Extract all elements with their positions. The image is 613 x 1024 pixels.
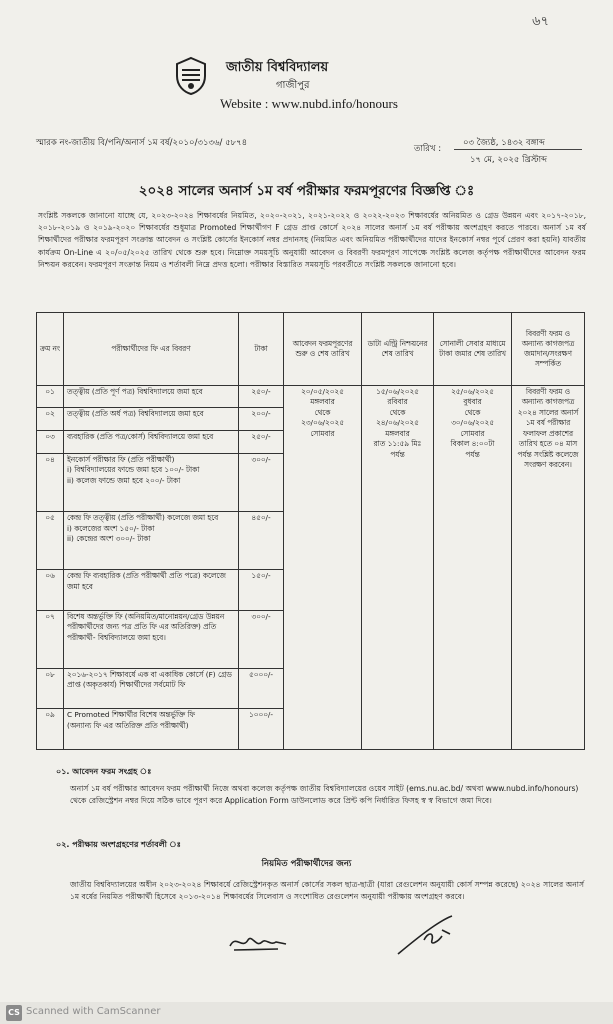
university-city: গাজীপুর bbox=[276, 80, 310, 91]
university-logo-icon bbox=[174, 56, 208, 96]
row-serial: ০৬ bbox=[37, 570, 64, 610]
row-fee: ৪৫০/- bbox=[239, 512, 284, 570]
row-fee: ২০০/- bbox=[239, 408, 284, 431]
row-serial: ০৩ bbox=[37, 431, 64, 454]
header-payment-dates: সোনালী সেবার মাধ্যমে টাকা জমার শেষ তারিখ bbox=[434, 313, 512, 386]
row-description: কেন্দ্র ফি ব্যবহারিক (প্রতি পরীক্ষার্থী প্রতি পত্রে) কলেজে জমা হবে bbox=[64, 570, 239, 610]
row-description: ২০১৬-২০১৭ শিক্ষাবর্ষে এক বা একাধিক কোর্সে (F) গ্রেড প্রাপ্ত (অকৃতকার্য) শিক্ষার্থীদের সর্বমোট ফি bbox=[64, 668, 239, 708]
application-dates-cell: ২০/০৫/২০২৫ মঙ্গলবার থেকে ২৩/০৬/২০২৫ সোমবার bbox=[284, 385, 362, 749]
payment-dates-cell: ২৫/০৬/২০২৫ বুধবার থেকে ৩০/০৬/২০২৫ সোমবার বিকাল ৪:০০টা পর্যন্ত bbox=[434, 385, 512, 749]
row-fee: ৩০০/- bbox=[239, 610, 284, 668]
header-data-entry-dates: ডাটা এন্ট্রি নিশ্চয়নের শেষ তারিখ bbox=[362, 313, 434, 386]
scanner-watermark bbox=[0, 1002, 613, 1024]
row-serial: ০৮ bbox=[37, 668, 64, 708]
row-serial: ০৪ bbox=[37, 453, 64, 511]
row-description: তত্ত্বীয় (প্রতি পূর্ণ পত্র) বিশ্ববিদ্যালয়ে জমা হবে bbox=[64, 385, 239, 408]
university-website: Website : www.nubd.info/honours bbox=[220, 96, 398, 111]
row-fee: ৩০০/- bbox=[239, 453, 284, 511]
header-fee-description: পরীক্ষার্থীদের ফি এর বিবরণ bbox=[64, 313, 239, 386]
camscanner-logo-icon: CS bbox=[6, 1005, 22, 1021]
memo-number: স্মারক নং-জাতীয় বি/পনি/অনার্স ১ম বর্ষ/২০১০/৩১৩৬/ ৫৮৭৪ bbox=[36, 138, 248, 148]
page-number: ৬৭ bbox=[532, 14, 549, 29]
row-description: ব্যবহারিক (প্রতি পত্র/কোর্স) বিশ্ববিদ্যালয়ে জমা হবে bbox=[64, 431, 239, 454]
row-serial: ০৫ bbox=[37, 512, 64, 570]
row-serial: ০২ bbox=[37, 408, 64, 431]
fee-schedule-table bbox=[36, 312, 585, 750]
signature-left-icon bbox=[226, 928, 296, 954]
row-serial: ০১ bbox=[37, 385, 64, 408]
row-serial: ০৯ bbox=[37, 709, 64, 750]
table-header-row bbox=[37, 313, 585, 386]
data-entry-dates-cell: ১৫/০৬/২০২৫ রবিবার থেকে ২৪/০৬/২০২৫ মঙ্গলবার রাত ১১:৫৯ মিঃ পর্যন্ত bbox=[362, 385, 434, 749]
row-description: ইনকোর্স পরীক্ষার ফি (প্রতি পরীক্ষার্থী) i) বিশ্ববিদ্যালয়ের ফান্ডে জমা হবে ১০০/- টাকা ii) কলেজ ফান্ডে জমা হবে ২০০/- টাকা bbox=[64, 453, 239, 511]
date-label: তারিখ : bbox=[414, 144, 442, 154]
section2-heading: ০২. পরীক্ষায় অংশগ্রহণের শর্তাবলী ঃ bbox=[56, 840, 181, 849]
section2-subheading: নিয়মিত পরীক্ষার্থীদের জন্য bbox=[261, 859, 352, 869]
date-english: ১৭ মে, ২০২৫ খ্রিস্টাব্দ bbox=[470, 155, 548, 165]
row-serial: ০৭ bbox=[37, 610, 64, 668]
date-bangla: ০৩ জ্যৈষ্ঠ, ১৪৩২ বঙ্গাব্দ bbox=[463, 138, 545, 148]
notice-title: ২০২৪ সালের অনার্স ১ম বর্ষ পরীক্ষার ফরমপূরণের বিজ্ঞপ্তি ঃ bbox=[138, 183, 475, 199]
row-description: তত্ত্বীয় (প্রতি অর্ধ পত্র) বিশ্ববিদ্যালয়ে জমা হবে bbox=[64, 408, 239, 431]
row-description: C Promoted শিক্ষার্থীর বিশেষ অন্তর্ভুক্তি ফি (অন্যান্য ফি এর অতিরিক্ত প্রতি পরীক্ষার্থী) bbox=[64, 709, 239, 750]
header-document-submission: বিবরণী ফরম ও অন্যান্য কাগজপত্র জমাদান/সংরক্ষণ সম্পর্কিত bbox=[512, 313, 585, 386]
header-amount: টাকা bbox=[239, 313, 284, 386]
row-fee: ২৫০/- bbox=[239, 431, 284, 454]
row-description: কেন্দ্র ফি তত্ত্বীয় (প্রতি পরীক্ষার্থী) কলেজে জমা হবে i) কলেজের অংশ ১৫০/- টাকা ii) কেন্দ্রের অংশ ৩০০/- টাকা bbox=[64, 512, 239, 570]
row-fee: ৫০০০/- bbox=[239, 668, 284, 708]
header-serial: ক্রম নং bbox=[37, 313, 64, 386]
table-row bbox=[37, 385, 585, 408]
section1-text: অনার্স ১ম বর্ষ পরীক্ষার আবেদন ফরম পরীক্ষার্থী নিজে অথবা কলেজ কর্তৃপক্ষ জাতীয় বিশ্ববিদ্যালয়ের ওয়েব সাইট (ems.nu.ac.bd/ অথবা www.nubd.info/honours) থেকে রেজিস্ট্রেশন নম্বর দিয়ে সঠিক ভাবে পূরণ করে Application Form ডাউনলোড করে প্রিন্ট কপি নির্ধারিত ফিসহ স্ব স্ব বিভাগে জমা দিবে। bbox=[70, 784, 579, 805]
university-name: জাতীয় বিশ্ববিদ্যালয় bbox=[226, 60, 329, 75]
submission-note-cell: বিবরণী ফরম ও অন্যান্য কাগজপত্র ২০২৪ সালের অনার্স ১ম বর্ষ পরীক্ষার ফলাফল প্রকাশের তারিখ হতে ০৪ মাস পর্যন্ত সংশ্লিষ্ট কলেজে সংরক্ষণ করবেন। bbox=[512, 385, 585, 749]
section2-text: জাতীয় বিশ্ববিদ্যালয়ের অধীন ২০২৩-২০২৪ শিক্ষাবর্ষে রেজিস্ট্রেশনকৃত অনার্স কোর্সের সকল ছাত্র-ছাত্রী (যারা রেগুলেশন অনুযায়ী কোর্স সম্পন্ন করেছে) ২০২৪ সালের অনার্স ১ম বর্ষের নিয়মিত পরীক্ষার্থী হিসেবে ২০১৩-২০১৪ শিক্ষাবর্ষের সিলেবাস ও সংশোধিত রেগুলেশন অনুযায়ী পরীক্ষায় অংশগ্রহণ করবে। bbox=[70, 880, 584, 901]
row-fee: ১৫০/- bbox=[239, 570, 284, 610]
row-fee: ১০০০/- bbox=[239, 709, 284, 750]
header-application-dates: আবেদন ফরমপূরণের শুরু ও শেষ তারিখ bbox=[284, 313, 362, 386]
signature-right-icon bbox=[394, 910, 464, 960]
date-divider bbox=[454, 149, 582, 150]
row-fee: ২৫০/- bbox=[239, 385, 284, 408]
camscanner-text: Scanned with CamScanner bbox=[26, 1006, 161, 1017]
intro-paragraph: সংশ্লিষ্ট সকলকে জানানো যাচ্ছে যে, ২০২৩-২০২৪ শিক্ষাবর্ষের নিয়মিত, ২০২০-২০২১, ২০২১-২০২২ ও ২০২২-২০২৩ শিক্ষাবর্ষের অনিয়মিত ও গ্রেড উন্নয়ন এবং ২০১৭-২০১৮, ২০১৮-২০১৯ ও ২০১৯-২০২০ শিক্ষাবর্ষের শুধুমাত্র Promoted শিক্ষার্থীগণ F গ্রেড প্রাপ্ত কোর্সে ২০২৪ সালের অনার্স ১ম বর্ষ পরীক্ষায় অংশগ্রহণ করতে পারবে। অনার্স ১ম বর্ষ শিক্ষার্থীদের পরীক্ষার ফরমপূরণ সংক্রান্ত আবেদন ও সংশ্লিষ্ট কোর্সের ইনকোর্স নম্বর প্রদানসহ (নিয়মিত এবং অনিয়মিত পরীক্ষার্থীদের যাদের ইনকোর্স নম্বর পূর্বে প্রেরণ করা হয়নি) যাবতীয় কার্যক্রম On-Line এ ২০/০৫/২০২৫ তারিখ থেকে শুরু হবে। নিম্নোক্ত সময়সূচি অনুযায়ী আবেদন ও বিবরণী ফরমপূরণ সাপেক্ষে সংশ্লিষ্ট কলেজ কর্তৃপক্ষ পরীক্ষার্থীদের আবেদন ফরম নিশ্চয়ন করবেন। ফরমপূরণ সংক্রান্ত নিয়ম ও শর্তাবলী নিম্নে প্রদত্ত হলো। পরীক্ষার বিস্তারিত সময়সূচি পরবর্তীতে সংশ্লিষ্ট সকলকে জানানো হবে। bbox=[38, 211, 586, 269]
row-description: বিশেষ অন্তর্ভুক্তি ফি (অনিয়মিত/মানোন্নয়ন/গ্রেড উন্নয়ন পরীক্ষার্থীদের জন্য পত্র প্রতি ফি এর অতিরিক্ত) প্রতি পরীক্ষার্থী- বিশ্ববিদ্যালয়ে জমা হবে। bbox=[64, 610, 239, 668]
section1-heading: ০১. আবেদন ফরম সংগ্রহ ঃ bbox=[56, 767, 152, 776]
